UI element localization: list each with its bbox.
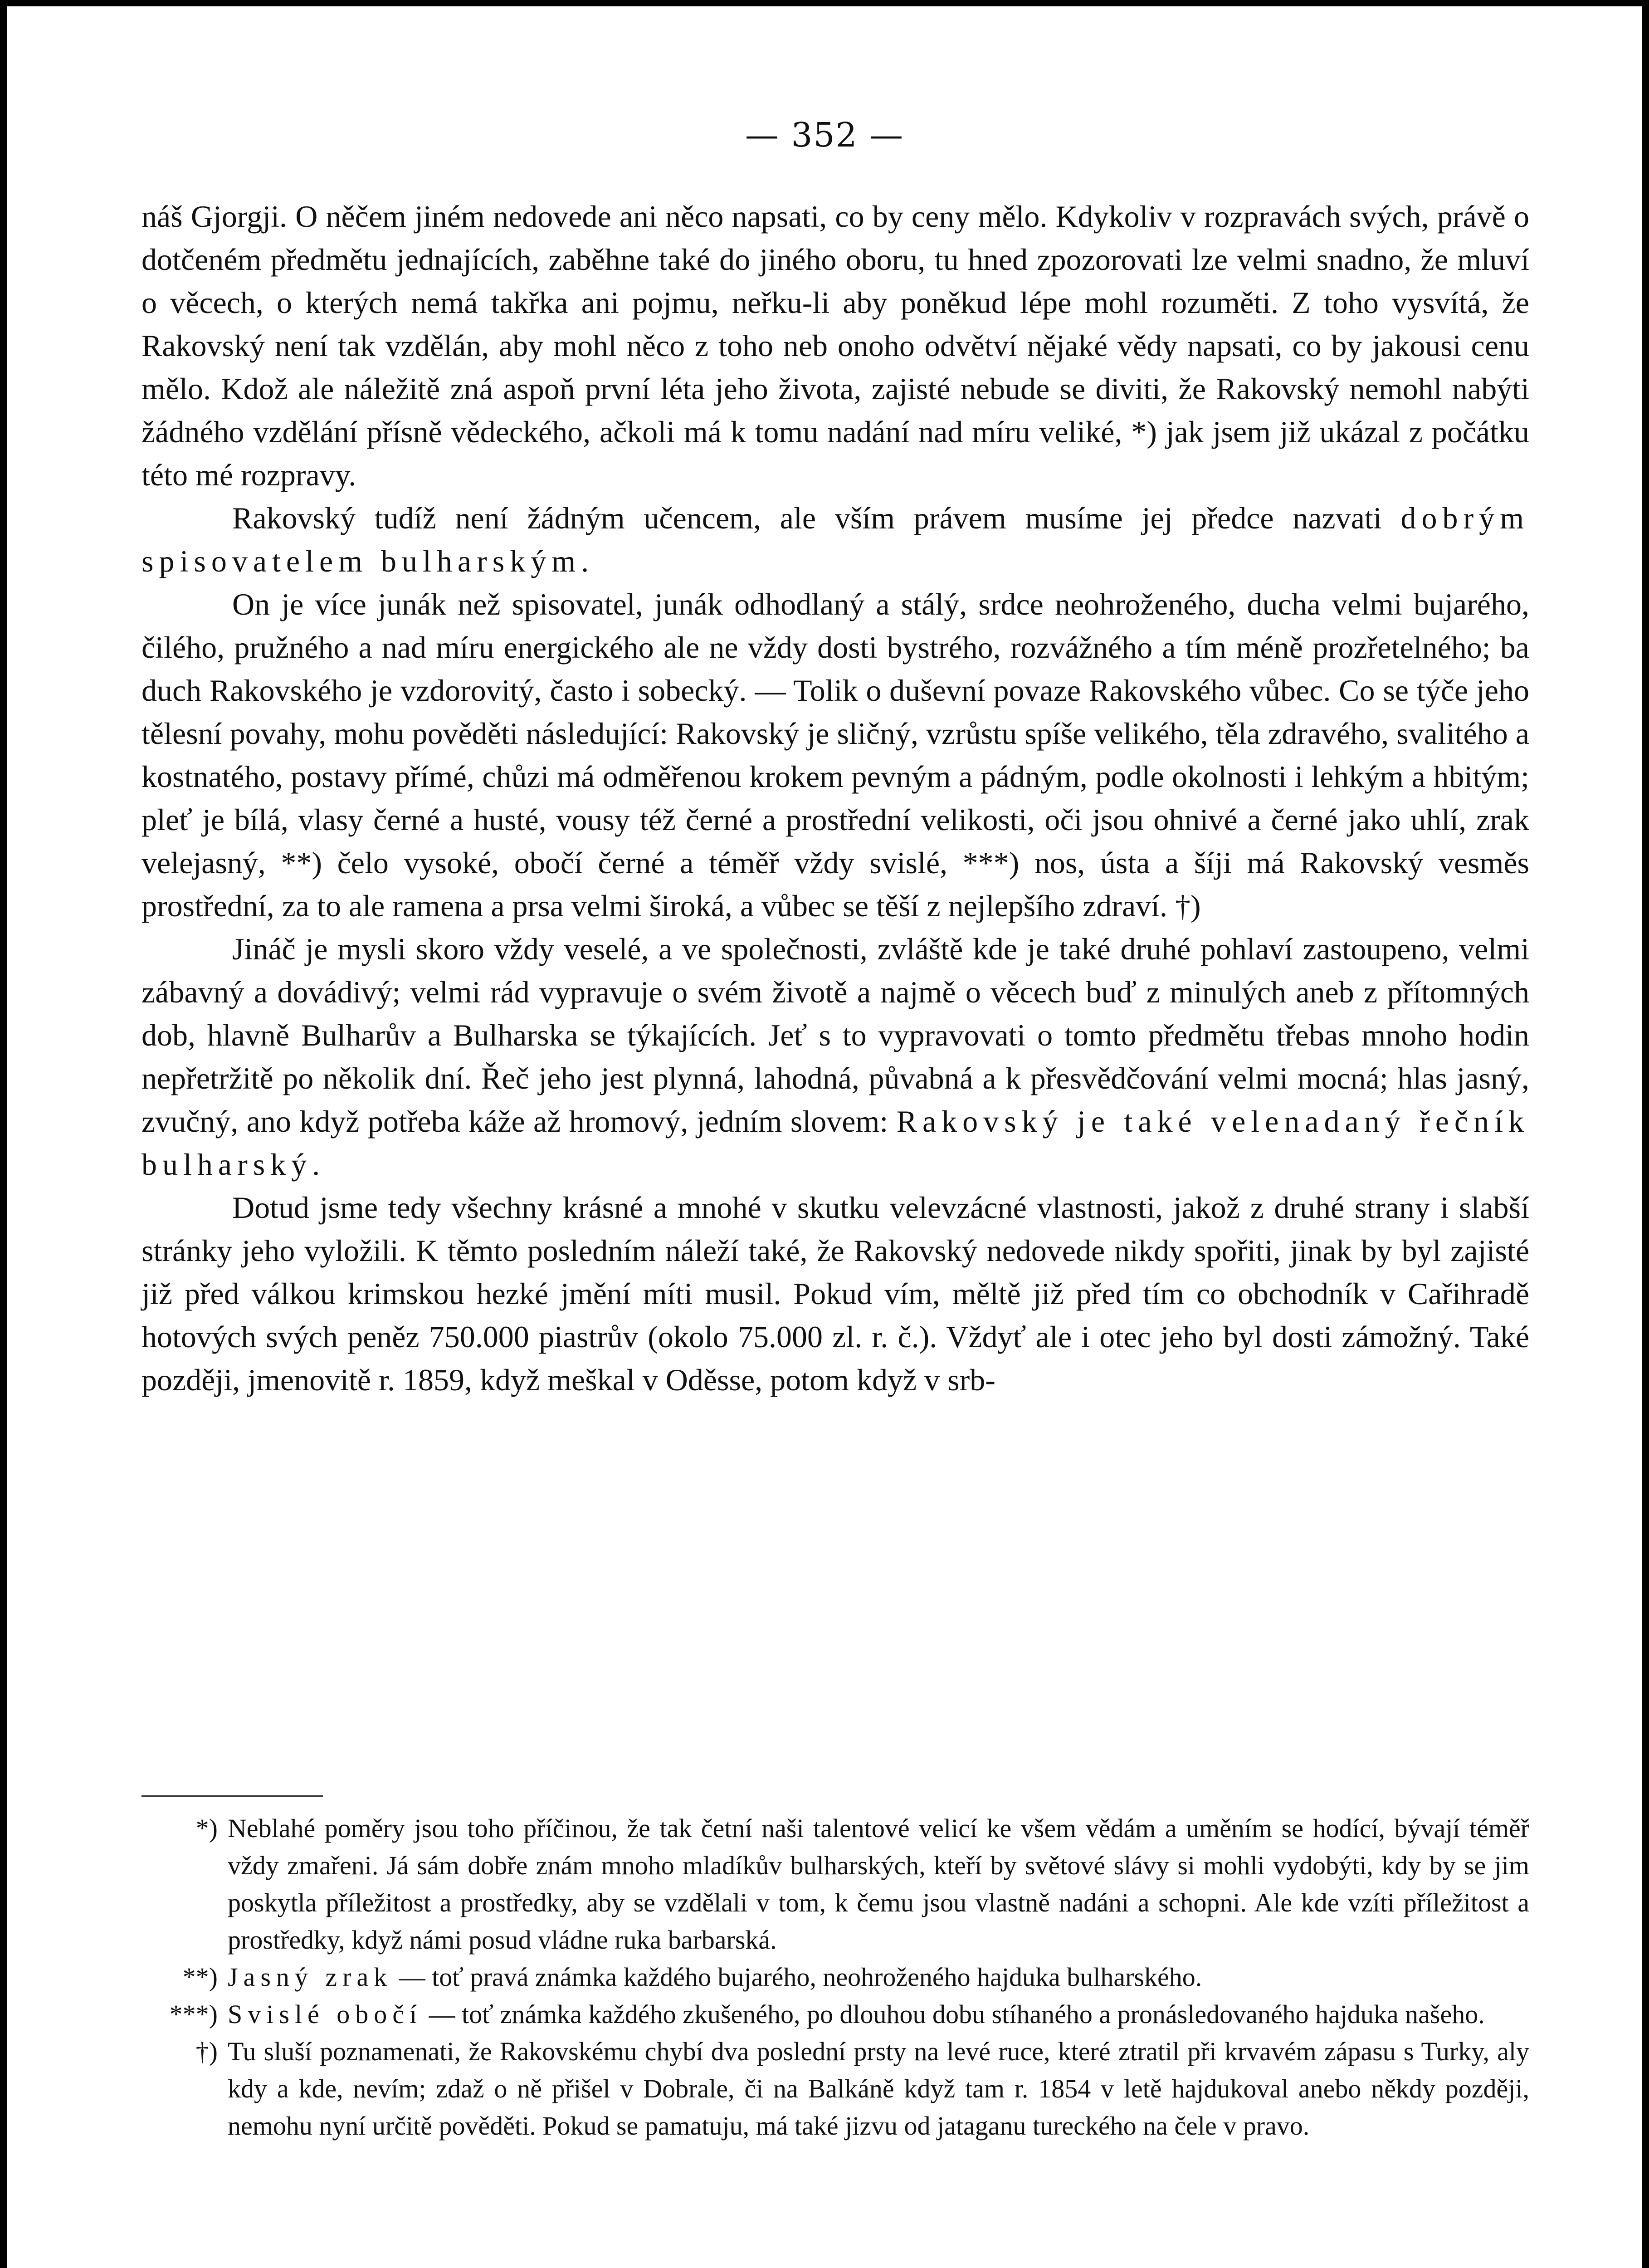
main-text — [141, 195, 1529, 1402]
paragraph-2 — [141, 497, 1529, 583]
footnote-divider — [141, 1795, 323, 1797]
footnote-mark: ***) — [169, 1999, 218, 2029]
footnote-text: — toť pravá známka každého bujarého, neohroženého hajduka bulharského. — [392, 1962, 1202, 1992]
scan-border-left — [0, 0, 7, 2268]
footnote-text: Neblahé poměry jsou toho příčinou, že tak četní naši talentové velicí ke všem vědám a uměním se hodící, bývají téměř vždy zmařeni. Já sám dobře znám mnoho mladíkův bulharských, kteří by světové slávy si mohli vydobýti, kdy by se jim poskytla příležitost a prostředky, aby se vzdělali v tom, k čemu jsou vlastně nadáni a schopni. Ale kde vzíti příležitost a prostředky, když námi posud vládne ruka barbarská. — [228, 1813, 1529, 1955]
footnote-mark: †) — [195, 2037, 218, 2066]
paragraph-4-text: Jináč je mysli skoro vždy veselé, a ve společnosti, zvláště kde je také druhé pohlaví zastoupeno, velmi zábavný a dovádivý; velmi rád vypravuje o svém životě a najmě o věcech buď z minulých aneb z přítomných dob, hlavně Bulharův a Bulharska se týkajících. Jeť s to vypravovati o tomto předmětu třebas mnoho hodin nepřetržitě po několik dní. Řeč jeho jest plynná, lahodná, půvabná a k přesvědčování velmi mocná; hlas jasný, zvučný, ano když potřeba káže až hromový, jedním slovem: — [141, 932, 1529, 1139]
footnote-3 — [141, 1996, 1529, 2033]
footnote-2 — [141, 1959, 1529, 1996]
paragraph-3: On je více junák než spisovatel, junák odhodlaný a stálý, srdce neohroženého, ducha velmi bujarého, čilého, pružného a nad míru energického ale ne vždy dosti bystrého, rozvážného a tím méně prozřetelného; ba duch Rakovského je vzdorovitý, často i sobecký. — Tolik o duševní povaze Rakovského vůbec. Co se týče jeho tělesní povahy, mohu pověděti následující: Rakovský je sličný, vzrůstu spíše velikého, těla zdravého, svalitého a kostnatého, postavy přímé, chůzi má odměřenou krokem pevným a pádným, podle okolnosti i lehkým a hbitým; pleť je bílá, vlasy černé a husté, vousy též černé a prostřední velikosti, oči jsou ohnivé a černé jako uhlí, zrak velejasný, **) čelo vysoké, obočí černé a téměř vždy svislé, ***) nos, ústa a šíji má Rakovský vesměs prostřední, za to ale ramena a prsa velmi široká, a vůbec se těší z nejlepšího zdraví. †) — [141, 587, 1529, 923]
footnote-mark: **) — [182, 1962, 218, 1992]
footnote-mark: *) — [195, 1813, 218, 1843]
footnote-1 — [141, 1810, 1529, 1959]
scan-border-right — [1642, 0, 1649, 2268]
paragraph-2-emphasis: dobrým spisovatelem bulharským. — [141, 501, 1529, 578]
footnote-body — [228, 1996, 1529, 2033]
footnote-text: Tu sluší poznamenati, že Rakovskému chybí dva poslední prsty na levé ruce, které ztratil při krvavém zápasu s Turky, aly kdy a kde, nevím; zdaž o ně přišel v Dobrale, či na Balkáně když tam r. 1854 v letě hajdukoval anebo někdy později, nemohu nyní určitě pověděti. Pokud se pamatuju, má také jizvu od jataganu tureckého na čele v pravo. — [228, 2037, 1529, 2141]
page-number: — 352 — — [745, 116, 904, 155]
scan-border-top — [0, 0, 1649, 6]
paragraph-1: náš Gjorgji. O něčem jiném nedovede ani něco napsati, co by ceny mělo. Kdykoliv v rozpravách svých, právě o dotčeném předmětu jednajících, zaběhne také do jiného oboru, tu hned zpozorovati lze velmi snadno, že mluví o věcech, o kterých nemá takřka ani pojmu, neřku-li aby poněkud lépe mohl rozuměti. Z toho vysvítá, že Rakovský není tak vzdělán, aby mohl něco z toho neb onoho odvětví nějaké vědy napsati, co by jakousi cenu mělo. Kdož ale náležitě zná aspoň první léta jeho života, zajisté nebude se diviti, že Rakovský nemohl nabýti žádného vzdělání přísně vědeckého, ačkoli má k tomu nadání nad míru veliké, *) jak jsem již ukázal z počátku této mé rozpravy. — [141, 199, 1529, 492]
footnotes — [141, 1810, 1529, 2145]
footnote-term: Jasný zrak — [228, 1962, 393, 1992]
paragraph-2-text: Rakovský tudíž není žádným učencem, ale vším právem musíme jej předce nazvati — [232, 501, 1401, 535]
footnote-text: — toť známka každého zkušeného, po dlouhou dobu stíhaného a pronásledovaného hajduka našeho. — [422, 1999, 1485, 2029]
footnote-body — [228, 1959, 1529, 1996]
footnote-4 — [141, 2033, 1529, 2145]
paragraph-5: Dotud jsme tedy všechny krásné a mnohé v skutku velevzácné vlastnosti, jakož z druhé strany i slabší stránky jeho vyložili. K těmto posledním náleží také, že Rakovský nedovede nikdy spořiti, jinak by byl zajisté již před válkou krimskou hezké jmění míti musil. Pokud vím, měltě již před tím co obchodník v Cařihradě hotových svých peněz 750.000 piastrův (okolo 75.000 zl. r. č.). Vždyť ale i otec jeho byl dosti zámožný. Také později, jmenovitě r. 1859, když meškal v Oděsse, potom když v srb- — [141, 1190, 1529, 1397]
paragraph-4 — [141, 928, 1529, 1186]
footnote-term: Svislé obočí — [228, 1999, 423, 2029]
paragraph-4-emphasis: Rakovský je také velenadaný řečník bulharský. — [141, 1104, 1529, 1182]
